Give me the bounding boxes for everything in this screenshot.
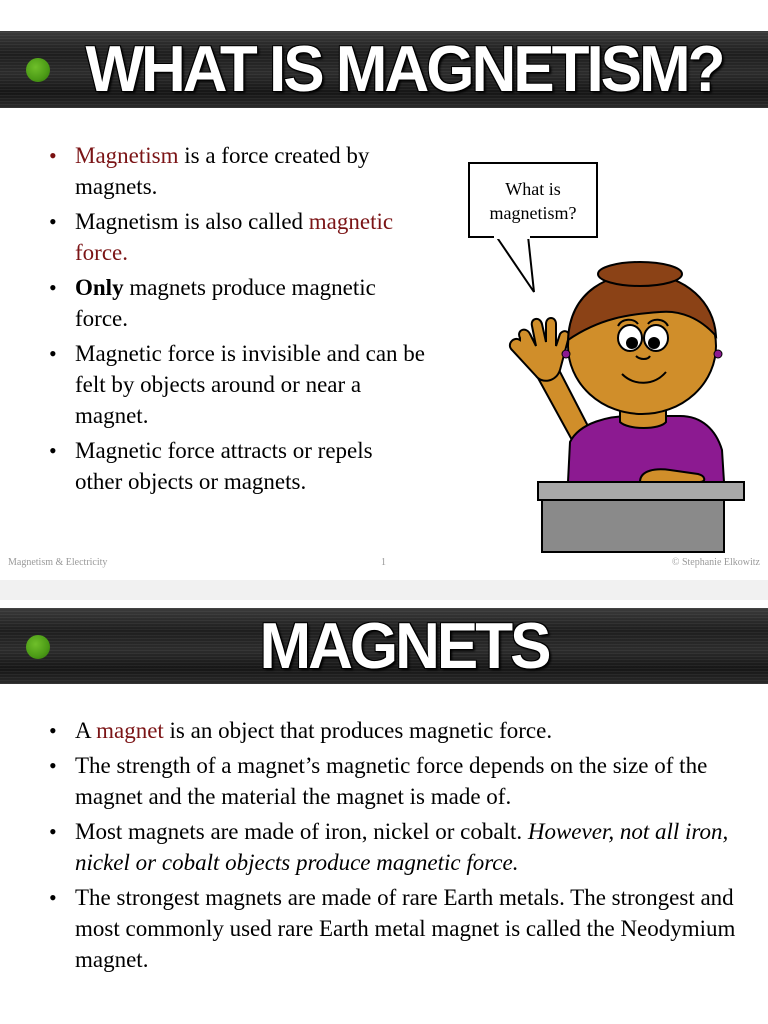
list-item <box>45 272 425 334</box>
list-item <box>45 435 425 497</box>
green-bullet-icon <box>26 635 50 659</box>
slide-2-title: MAGNETS <box>259 609 549 683</box>
bullet-text: Magnetism is also called <box>75 209 309 234</box>
list-item <box>45 715 745 746</box>
bullet-text: A <box>75 718 97 743</box>
footer-page-number: 1 <box>381 557 386 568</box>
list-item <box>45 206 425 268</box>
bullet-text: magnets produce magnetic force. <box>75 275 376 331</box>
bullet-text: Magnetic force attracts or repels other objects or magnets. <box>75 438 373 494</box>
list-item <box>45 816 745 878</box>
slide-1-bullet-list <box>45 140 425 501</box>
bullet-text: The strongest magnets are made of rare Earth metals. The strongest and most commonly used rare Earth metal magnet is called the Neodymium magnet. <box>75 885 736 972</box>
bullet-text: Magnetic force is invisible and can be felt by objects around or near a magnet. <box>75 341 425 428</box>
bullet-highlight: magnetic force. <box>75 209 394 265</box>
girl-head <box>562 262 722 414</box>
bullet-text: Most magnets are made of iron, nickel or cobalt. <box>75 819 528 844</box>
list-item <box>45 750 745 812</box>
footer-copyright: © Stephanie Elkowitz <box>671 557 760 568</box>
bullet-highlight: Magnetism <box>75 143 179 168</box>
green-bullet-icon <box>26 58 50 82</box>
speech-bubble-tail <box>494 236 534 292</box>
slide-separator <box>0 580 768 600</box>
slide-1-title-bar <box>0 31 768 108</box>
speech-bubble: What is magnetism? <box>468 162 598 238</box>
footer-course: Magnetism & Electricity <box>8 557 108 568</box>
slide-2-bullet-list <box>45 715 745 979</box>
bullet-bold: Only <box>75 275 124 300</box>
bullet-highlight: magnet <box>96 718 164 743</box>
bullet-text: is an object that produces magnetic force. <box>163 718 553 743</box>
bullet-text: is a force created by magnets. <box>75 143 370 199</box>
bullet-text: The strength of a magnet’s magnetic force depends on the size of the magnet and the material the magnet is made of. <box>75 753 708 809</box>
list-item <box>45 882 745 975</box>
slide-2-title-bar <box>0 608 768 684</box>
bullet-italic: However, not all iron, nickel or cobalt objects produce magnetic force. <box>75 819 729 875</box>
slide-1-title: WHAT IS MAGNETISM? <box>85 33 723 106</box>
list-item <box>45 140 425 202</box>
girl-raising-hand-illustration <box>460 230 760 560</box>
desk <box>538 482 744 552</box>
list-item <box>45 338 425 431</box>
